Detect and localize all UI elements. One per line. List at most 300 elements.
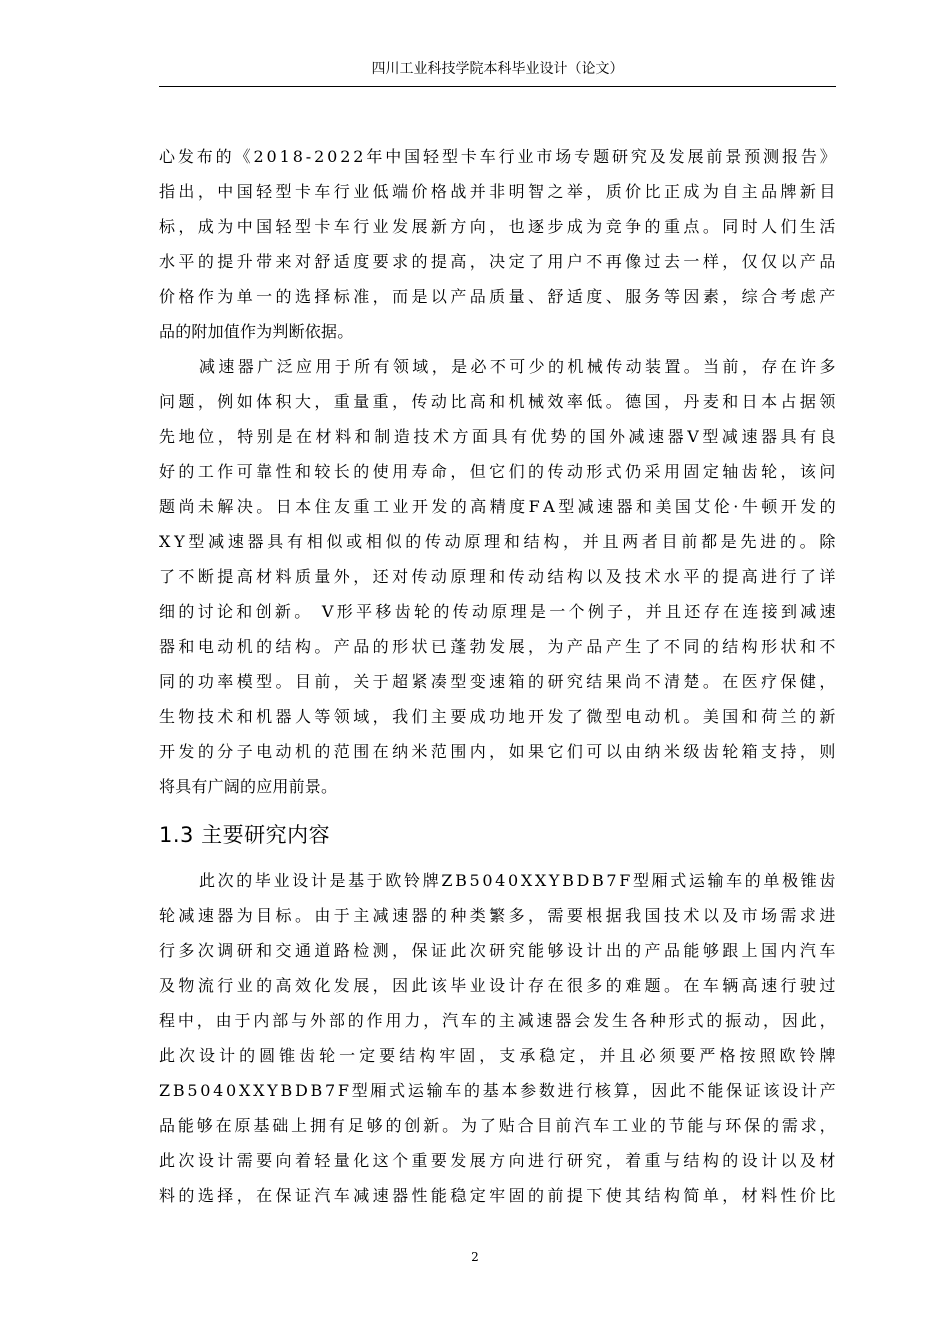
text-glyph: 和 (256, 941, 273, 960)
text-line (159, 212, 836, 242)
text-glyph: 要 (430, 1151, 448, 1170)
text-glyph: 市 (536, 147, 553, 166)
text-glyph: 疗 (761, 672, 778, 691)
text-glyph: ， (469, 252, 486, 271)
text-glyph: 量 (508, 287, 525, 306)
text-glyph: 力 (404, 1011, 421, 1030)
text-glyph: 向 (275, 1151, 292, 1170)
text-glyph: 有 (328, 1116, 346, 1135)
text-glyph: 用 (547, 252, 564, 271)
text-glyph: 车 (702, 976, 720, 995)
text-glyph: 2 (353, 147, 364, 166)
text-glyph: 仅 (741, 252, 758, 271)
text-glyph: 提 (722, 567, 739, 586)
text-glyph: 流 (197, 976, 215, 995)
text-glyph: 荷 (761, 707, 778, 726)
text-glyph: 算 (613, 1081, 630, 1100)
text-glyph: 除 (819, 532, 836, 551)
text-glyph: 计 (219, 1046, 236, 1065)
text-glyph: 活 (819, 217, 836, 236)
text-glyph: 可 (586, 742, 603, 761)
text-glyph: 求 (392, 252, 409, 271)
text-glyph: 生 (625, 637, 642, 656)
text-glyph: 在 (547, 976, 564, 995)
text-glyph: X (253, 1081, 265, 1100)
text-glyph: 的 (649, 1116, 666, 1135)
text-glyph: 国 (404, 147, 421, 166)
text-glyph: 例 (587, 602, 605, 621)
text-glyph: 、 (605, 287, 622, 306)
text-glyph: 题 (593, 147, 610, 166)
text-glyph: 解 (217, 497, 234, 516)
text-line (159, 387, 836, 417)
text-glyph: 交 (275, 941, 292, 960)
text-glyph: 核 (595, 1081, 612, 1100)
text-glyph: 输 (707, 871, 724, 890)
text-glyph: 材 (256, 567, 273, 586)
text-glyph: 够 (366, 1116, 383, 1135)
text-glyph: 着 (625, 1151, 642, 1170)
text-glyph: 自 (722, 182, 739, 201)
text-glyph: 同 (683, 637, 700, 656)
text-glyph: 各 (630, 1011, 648, 1030)
text-glyph: 伦 (713, 497, 731, 516)
text-line (159, 142, 836, 172)
text-glyph: 以 (702, 906, 720, 925)
text-glyph: 应 (295, 357, 313, 376)
text-glyph: 部 (272, 1011, 289, 1030)
text-glyph: 足 (347, 1116, 364, 1135)
text-glyph: · (733, 497, 739, 516)
text-glyph: 相 (306, 532, 323, 551)
text-glyph: 开 (159, 742, 176, 761)
text-glyph: 拥 (310, 1116, 327, 1135)
text-glyph: 和 (636, 497, 653, 516)
text-glyph: 生 (159, 707, 176, 726)
text-glyph: 作 (217, 462, 234, 481)
text-glyph: 卡 (460, 147, 478, 166)
text-glyph: 品 (761, 182, 778, 201)
text-glyph: 新 (430, 217, 448, 236)
text-glyph: 前 (722, 357, 739, 376)
text-glyph: 具 (491, 427, 508, 446)
text-glyph: 料 (275, 567, 292, 586)
text-line (159, 422, 836, 452)
text-glyph: 车 (445, 1081, 462, 1100)
text-glyph: 时 (741, 217, 758, 236)
text-glyph: 的 (197, 742, 215, 761)
text-glyph: 7 (606, 871, 617, 890)
text-glyph: 造 (393, 427, 410, 446)
text-glyph: 速 (197, 906, 215, 925)
text-glyph: 设 (782, 1081, 799, 1100)
text-glyph: 着 (294, 1151, 312, 1170)
text-glyph: 产 (605, 637, 622, 656)
text-glyph: 优 (530, 427, 547, 446)
text-glyph: 与 (291, 1011, 308, 1030)
text-glyph: 0 (226, 1081, 237, 1100)
text-glyph: 外 (310, 1011, 327, 1030)
text-glyph: 中 (217, 182, 234, 201)
text-line (159, 702, 836, 732)
text-glyph: 者 (641, 532, 659, 551)
text-glyph: 艾 (694, 497, 711, 516)
text-glyph: 汽 (574, 1116, 591, 1135)
text-glyph: 进 (760, 532, 777, 551)
text-glyph: 保 (411, 941, 428, 960)
text-glyph: 料 (335, 427, 352, 446)
text-glyph: 如 (508, 742, 525, 761)
text-glyph: 水 (663, 567, 681, 586)
text-glyph: 个 (568, 602, 585, 621)
text-glyph: 例 (217, 392, 234, 411)
text-glyph: 面 (472, 427, 489, 446)
text-glyph: 形 (392, 637, 409, 656)
text-glyph: 保 (726, 1081, 743, 1100)
text-glyph: 要 (566, 906, 584, 925)
text-glyph: 型 (632, 871, 650, 890)
text-glyph: 场 (761, 906, 778, 925)
text-glyph: 卡 (314, 217, 331, 236)
text-glyph: 设 (741, 1151, 758, 1170)
text-glyph: 不 (644, 672, 661, 691)
text-glyph: 电 (625, 707, 642, 726)
text-glyph: 跟 (722, 941, 739, 960)
text-glyph: 和 (741, 707, 758, 726)
text-glyph: 率 (217, 672, 234, 691)
text-glyph: 带 (256, 252, 273, 271)
text-glyph: ， (528, 906, 545, 925)
text-glyph: 运 (407, 1081, 425, 1100)
text-glyph: 发 (178, 742, 195, 761)
text-glyph: 平 (178, 252, 195, 271)
text-glyph: 高 (741, 567, 758, 586)
text-glyph: 电 (256, 742, 273, 761)
text-glyph: 成 (469, 707, 486, 726)
text-glyph: F (619, 871, 631, 890)
text-glyph: 状 (411, 637, 428, 656)
text-glyph: ， (423, 1011, 440, 1030)
text-glyph: 水 (159, 252, 176, 271)
text-glyph: 度 (353, 252, 370, 271)
text-glyph: 有 (511, 427, 528, 446)
text-glyph: 于 (333, 906, 350, 925)
text-glyph: ， (722, 287, 739, 306)
text-glyph: 。 (702, 672, 720, 691)
text-glyph: 地 (508, 707, 525, 726)
text-glyph: 具 (267, 532, 284, 551)
text-glyph: 业 (353, 182, 370, 201)
text-glyph: 专 (574, 147, 591, 166)
text-glyph: 问 (159, 392, 176, 411)
text-glyph: ， (333, 672, 350, 691)
text-glyph: 人 (761, 217, 778, 236)
text-glyph: 严 (699, 1046, 716, 1065)
text-glyph: 开 (780, 497, 797, 516)
text-glyph: 料 (761, 1186, 778, 1205)
text-glyph: 了 (566, 707, 584, 726)
text-glyph: 进 (528, 1151, 545, 1170)
text-glyph: 箱 (741, 742, 758, 761)
text-glyph: 构 (419, 1046, 436, 1065)
text-line: 将具有广阔的应用前景。 (159, 777, 338, 796)
text-glyph: 且 (619, 1046, 636, 1065)
text-line (159, 457, 836, 487)
text-glyph: 器 (159, 637, 176, 656)
text-glyph: 且 (665, 602, 682, 621)
text-glyph: 定 (508, 252, 525, 271)
text-glyph: ， (626, 602, 643, 621)
text-glyph: 和 (722, 392, 739, 411)
text-glyph: 次 (179, 1046, 196, 1065)
text-glyph: 必 (470, 357, 487, 376)
text-glyph: 的 (744, 871, 761, 890)
text-glyph: 在 (215, 1116, 232, 1135)
text-glyph: 的 (372, 637, 389, 656)
text-glyph: 根 (586, 906, 603, 925)
text-glyph: 两 (622, 532, 639, 551)
text-glyph: 与 (706, 1116, 723, 1135)
text-glyph: 价 (799, 1186, 817, 1205)
text-glyph: 证 (744, 1081, 761, 1100)
text-glyph: 原 (450, 567, 467, 586)
text-glyph: 低 (372, 182, 389, 201)
text-glyph: 紧 (411, 672, 428, 691)
text-glyph: 会 (574, 1011, 591, 1030)
text-glyph: 标 (159, 217, 176, 236)
text-glyph: 型 (702, 427, 719, 446)
text-glyph: 定 (359, 1046, 376, 1065)
text-glyph: 中 (236, 217, 253, 236)
text-glyph: 样 (702, 252, 720, 271)
text-glyph: 按 (739, 1046, 756, 1065)
text-glyph: 术 (432, 427, 450, 446)
text-glyph: 轮 (722, 742, 739, 761)
text-glyph: 设 (199, 1046, 216, 1065)
text-glyph: 的 (625, 941, 642, 960)
text-glyph: 的 (479, 1011, 497, 1030)
text-glyph: ， (372, 976, 389, 995)
text-glyph: 产 (819, 1081, 836, 1100)
text-glyph: 为 (236, 906, 253, 925)
text-glyph: 果 (605, 672, 622, 691)
text-glyph: 础 (272, 1116, 289, 1135)
text-glyph: 物 (178, 707, 195, 726)
text-glyph: 低 (586, 392, 603, 411)
text-glyph: 器 (411, 906, 428, 925)
text-glyph: 业 (273, 871, 290, 890)
text-glyph: 能 (177, 1116, 195, 1135)
text-glyph: 汽 (442, 1011, 459, 1030)
text-glyph: 目 (294, 672, 312, 691)
text-glyph: 的 (347, 1011, 364, 1030)
text-glyph: 形 (668, 1011, 685, 1030)
text-glyph: 轻 (423, 147, 440, 166)
text-glyph: 传 (606, 357, 623, 376)
text-glyph: 一 (256, 287, 273, 306)
text-glyph: 机 (256, 707, 273, 726)
text-glyph: 势 (550, 427, 567, 446)
text-glyph: 设 (292, 871, 309, 890)
text-glyph: 。 (605, 392, 622, 411)
text-glyph: 分 (217, 742, 234, 761)
text-line (159, 282, 836, 312)
text-glyph: 精 (489, 497, 506, 516)
text-glyph: 的 (405, 532, 422, 551)
text-glyph: 用 (663, 462, 681, 481)
text-glyph: 微 (586, 707, 603, 726)
text-glyph: 齿 (702, 742, 720, 761)
text-glyph: 在 (683, 976, 700, 995)
text-glyph: 。 (314, 637, 331, 656)
text-glyph: 内 (780, 941, 797, 960)
text-glyph: 同 (722, 217, 739, 236)
text-glyph: 出 (178, 182, 195, 201)
text-glyph: 方 (450, 217, 467, 236)
text-glyph: 状 (780, 637, 797, 656)
text-glyph: 《 (234, 147, 251, 166)
text-glyph: 稳 (539, 1046, 556, 1065)
text-glyph: 7 (324, 1081, 336, 1100)
text-line (159, 492, 836, 522)
text-glyph: 积 (275, 392, 292, 411)
text-glyph: 断 (197, 567, 215, 586)
text-glyph: 的 (779, 532, 797, 551)
text-glyph: 过 (644, 252, 661, 271)
text-glyph: 性 (411, 1186, 428, 1205)
text-glyph: ， (819, 1011, 836, 1030)
text-glyph: 了 (479, 1116, 497, 1135)
text-glyph: 器 (761, 427, 778, 446)
text-glyph: 铃 (404, 871, 421, 890)
text-line (159, 597, 836, 627)
text-glyph: ， (392, 941, 409, 960)
text-glyph: 向 (469, 217, 486, 236)
text-glyph: 照 (759, 1046, 776, 1065)
text-glyph: 展 (411, 217, 428, 236)
text-glyph: 极 (782, 871, 799, 890)
text-glyph: 不 (688, 1081, 705, 1100)
text-glyph: 牢 (439, 1046, 456, 1065)
text-glyph: 很 (566, 976, 584, 995)
text-glyph: 数 (538, 1081, 556, 1100)
text-glyph: 的 (528, 462, 545, 481)
text-glyph: 圆 (259, 1046, 276, 1065)
text-glyph: 要 (679, 1046, 696, 1065)
text-glyph: 型 (605, 707, 622, 726)
text-glyph: 此 (159, 1151, 176, 1170)
text-glyph: 美 (655, 497, 672, 516)
text-glyph: 》 (819, 147, 836, 166)
text-glyph: 舒 (314, 252, 331, 271)
text-glyph: 工 (197, 462, 215, 481)
text-glyph: 行 (498, 147, 515, 166)
text-glyph: 具 (780, 427, 797, 446)
text-glyph: V (687, 427, 699, 446)
text-glyph: 市 (741, 906, 758, 925)
text-glyph: 输 (426, 1081, 443, 1100)
text-glyph: 场 (555, 147, 572, 166)
text-glyph: 计 (508, 976, 525, 995)
text-glyph: 因 (683, 287, 700, 306)
text-glyph: 先 (740, 532, 757, 551)
text-glyph: 单 (763, 871, 780, 890)
text-glyph: 不 (586, 252, 603, 271)
text-glyph: 轮 (319, 1046, 336, 1065)
text-glyph: 范 (430, 742, 448, 761)
text-glyph: 选 (294, 287, 312, 306)
text-line (159, 1181, 836, 1211)
text-glyph: 功 (197, 672, 215, 691)
text-glyph: 了 (799, 567, 817, 586)
text-glyph: A (543, 497, 555, 516)
text-glyph: 传 (411, 392, 428, 411)
text-glyph: 并 (645, 602, 662, 621)
text-glyph: 2 (340, 147, 351, 166)
text-glyph: 格 (719, 1046, 736, 1065)
text-glyph: 还 (684, 602, 701, 621)
text-glyph: 。 (683, 707, 700, 726)
text-glyph: 0 (327, 147, 338, 166)
text-glyph: 国 (256, 217, 273, 236)
text-glyph: 此 (669, 1081, 687, 1100)
text-glyph: 和 (354, 427, 371, 446)
text-glyph: 前 (706, 147, 723, 166)
text-glyph: 重 (333, 392, 350, 411)
text-line (159, 1006, 836, 1036)
text-glyph: 牛 (741, 497, 759, 516)
text-glyph: 产 (566, 637, 584, 656)
text-glyph: 勃 (469, 637, 486, 656)
text-glyph: 车 (726, 871, 743, 890)
text-glyph: 一 (339, 1046, 356, 1065)
text-glyph: 以 (605, 742, 622, 761)
text-glyph: 日 (741, 392, 758, 411)
text-line: 品的附加值作为判断依据。 (159, 322, 354, 341)
text-glyph: 命 (430, 462, 448, 481)
text-glyph: 国 (761, 941, 778, 960)
text-glyph: 的 (256, 976, 273, 995)
text-glyph: 领 (333, 707, 350, 726)
text-glyph: 定 (559, 1046, 576, 1065)
text-glyph: B (455, 871, 468, 890)
text-glyph: 比 (644, 182, 661, 201)
text-glyph: 品 (159, 1116, 176, 1135)
text-glyph: 求 (800, 1116, 817, 1135)
text-glyph: 我 (625, 906, 642, 925)
text-glyph: 要 (379, 1046, 396, 1065)
text-glyph: 目 (256, 906, 273, 925)
text-glyph: 质 (489, 287, 506, 306)
text-glyph: 能 (430, 1186, 448, 1205)
text-glyph: 5 (469, 871, 480, 890)
text-glyph: 体 (256, 392, 273, 411)
text-glyph: 格 (178, 287, 195, 306)
text-glyph: 品 (586, 637, 603, 656)
text-glyph: 的 (275, 287, 292, 306)
text-glyph: 。 (683, 357, 700, 376)
text-glyph: 车 (333, 217, 350, 236)
text-glyph: 用 (385, 1011, 402, 1030)
text-glyph: 车 (479, 147, 496, 166)
text-glyph: 的 (450, 497, 467, 516)
text-glyph: 提 (217, 567, 234, 586)
text-glyph: 的 (722, 1151, 739, 1170)
text-glyph: 广 (257, 357, 274, 376)
text-glyph: 研 (566, 1151, 584, 1170)
text-glyph: 多 (586, 976, 603, 995)
text-glyph: 动 (744, 1011, 761, 1030)
